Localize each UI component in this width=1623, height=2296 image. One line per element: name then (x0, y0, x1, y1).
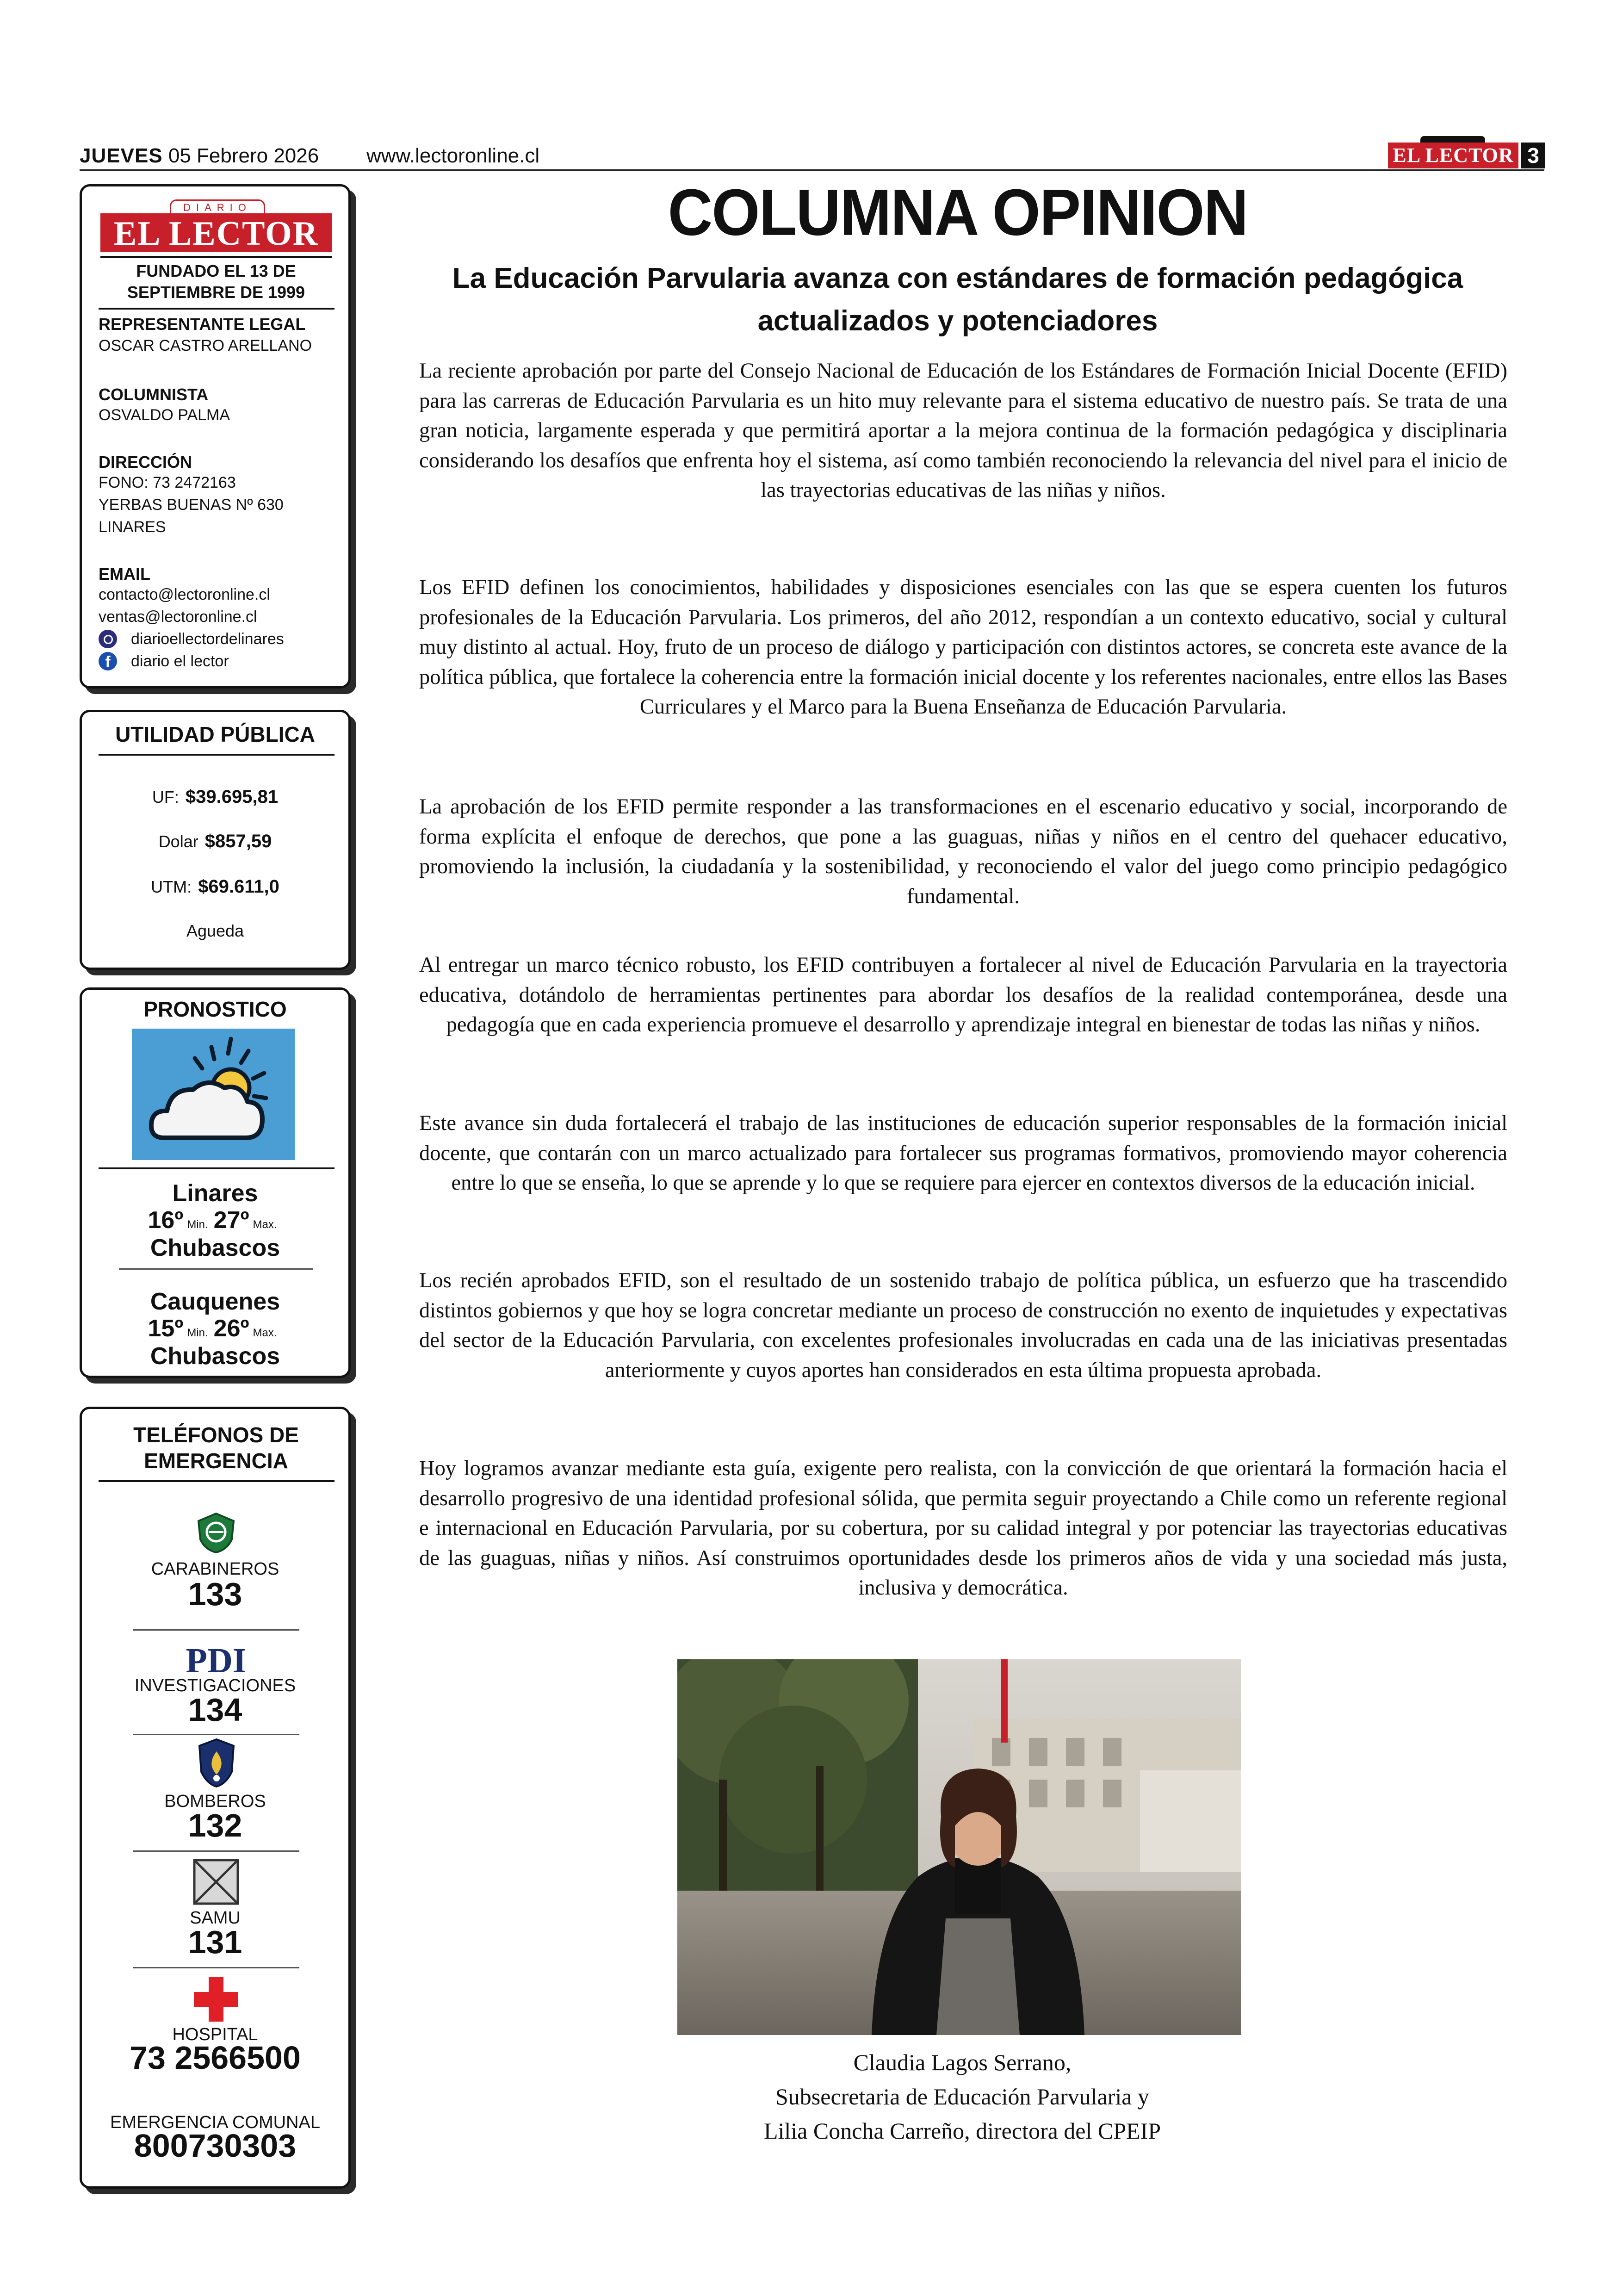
address-label: DIRECCIÓN (99, 453, 192, 472)
uf-row (82, 785, 348, 809)
photo-caption (555, 2045, 1369, 2148)
forecast-box (80, 987, 351, 1378)
bomberos-label: BOMBEROS (164, 1792, 266, 1811)
address-street: YERBAS BUENAS Nº 630 (99, 496, 284, 514)
header-date (80, 144, 319, 168)
forecast-city-divider (119, 1268, 313, 1270)
forecast-title: PRONOSTICO (143, 997, 287, 1021)
city-1-condition: Chubascos (150, 1235, 280, 1261)
header-logo (1388, 143, 1518, 168)
page-number: 3 (1521, 143, 1545, 168)
weather-image (132, 1029, 295, 1160)
brand-underline (100, 256, 332, 258)
bomberos-icon (197, 1738, 236, 1788)
city-1-name: Linares (172, 1180, 258, 1207)
facebook-icon: f (99, 652, 117, 670)
brand-diario-label: DIARIO (170, 199, 265, 215)
dolar-label: Dolar (158, 832, 198, 851)
email-contact[interactable]: contacto@lectoronline.cl (99, 586, 270, 603)
carabineros-label: CARABINEROS (151, 1559, 279, 1579)
uf-value: $39.695,81 (185, 787, 279, 807)
city-1-min: 16º (148, 1207, 184, 1234)
author-photo (677, 1659, 1241, 2035)
article-paragraph-7: Hoy logramos avanzar mediante esta guía, exigente pero realista, con la convicción de que orientará la formación hacia el desarrollo progresivo de una identidad profesional sólida, que permita seguir proyectando a Chile como un referente regional e internacional en Educación Parvularia, por su cobertura, por su calidad integral y por potenciar las trayectorias educativas de las guaguas, niñas y niños. Así construimos oportunidades desde los primeros años de vida y una sociedad más justa, inclusiva y democrática. (419, 1457, 1507, 1600)
founded-text: FUNDADO EL 13 DE SEPTIEMBRE DE 1999 (127, 261, 305, 302)
email-sales[interactable]: ventas@lectoronline.cl (99, 608, 257, 626)
emergency-sep-3 (133, 1850, 299, 1852)
legal-rep-label: REPRESENTANTE LEGAL (99, 315, 306, 334)
masthead-divider (99, 308, 335, 310)
utm-value: $69.611,0 (198, 876, 279, 897)
instagram-handle: diarioellectordelinares (131, 630, 284, 648)
header-date-text: 05 Febrero 2026 (168, 144, 319, 167)
columnist-label: COLUMNISTA (99, 385, 209, 404)
instagram-icon (99, 630, 117, 648)
pdi-number[interactable]: 134 (188, 1692, 242, 1728)
samu-number[interactable]: 131 (188, 1924, 242, 1960)
columnist-name: OSVALDO PALMA (99, 406, 230, 424)
carabineros-icon (195, 1512, 237, 1554)
comunal-label: EMERGENCIA COMUNAL (110, 2113, 320, 2132)
article-paragraph-4: Al entregar un marco técnico robusto, los EFID contribuyen a fortalecer al nivel de Educación Parvularia en la trayectoria educativa, dotándolo de herramientas pertinentes para abordar los desafíos de la realidad contemporánea, desde una pedagogía que en cada experiencia promueve el desarrollo y aprendizaje integral en bienestar de todas las niñas y niños. (419, 953, 1507, 1037)
hospital-label: HOSPITAL (172, 2025, 258, 2044)
caption-line-1: Claudia Lagos Serrano, (853, 2049, 1072, 2075)
caption-line-3: Lilia Concha Carreño, directora del CPEIP (763, 2118, 1161, 2144)
uf-label: UF: (152, 788, 179, 807)
emergency-sep-4 (133, 1967, 299, 1968)
samu-label: SAMU (190, 1908, 241, 1928)
emergency-divider (99, 1480, 335, 1482)
city-2-max: 26º (213, 1315, 249, 1342)
max-label-1: Max. (253, 1218, 277, 1231)
article-paragraph-5: Este avance sin duda fortalecerá el trabajo de las instituciones de educación superior responsables de la formación inicial docente, que contarán con un marco actualizado para fortalecer sus programas formativos, promoviendo mayor coherencia entre lo que se enseña, lo que se aprende y lo que se requiere para ejercer en contextos diversos de la educación inicial. (419, 1111, 1507, 1195)
city-2-min: 15º (148, 1315, 184, 1342)
comunal-number[interactable]: 800730303 (134, 2128, 297, 2164)
header-rule (80, 169, 1544, 171)
article-paragraph-1: La reciente aprobación por parte del Consejo Nacional de Educación de los Estándares de Formación Inicial Docente (EFID) para las carreras de Educación Parvularia es un hito muy relevante para el sistema educativo de nuestro país. Se trata de una gran noticia, largamente esperada y que permitirá aportar a la mejora continua de la formación pedagógica y disciplinaria considerando los desafíos que enfrenta hoy el sistema, así como también reconociendo la relevancia del nivel para el inicio de las trayectorias educativas de las niñas y niños. (419, 359, 1507, 503)
instagram-link[interactable] (99, 628, 284, 650)
article-paragraph-2: Los EFID definen los conocimientos, habilidades y disposiciones esenciales con las que se espera cuenten los futuros profesionales de la Educación Parvularia. Los primeros, del año 2012, respondían a un contexto educativo, social y cultural muy distinto al actual. Hoy, fruto de un proceso de diálogo y participación con distintos actores, se concreta este avance de la política pública, que fortalece la coherencia entre la formación inicial docente y los referentes nacionales, entre ellos las Bases Curriculares y el Marco para la Buena Enseñanza de Educación Parvularia. (419, 576, 1507, 719)
partly-cloudy-icon (132, 1029, 295, 1160)
city-2-condition: Chubascos (150, 1343, 280, 1370)
utm-row (82, 875, 348, 899)
header-url[interactable]: www.lectoronline.cl (366, 144, 540, 167)
dolar-row (82, 830, 348, 853)
saint-of-day: Agueda (186, 921, 244, 940)
brand-logo: EL LECTOR (100, 213, 332, 252)
caption-line-2: Subsecretaria de Educación Parvularia y (775, 2084, 1149, 2110)
legal-rep-name: OSCAR CASTRO ARELLANO (99, 337, 312, 354)
pdi-label: INVESTIGACIONES (134, 1676, 296, 1695)
carabineros-number[interactable]: 133 (188, 1576, 242, 1612)
section-title: COLUMNA OPINION (668, 176, 1248, 249)
max-label-2: Max. (253, 1327, 277, 1339)
utility-box (80, 710, 351, 970)
header-logo-text: EL LECTOR (1393, 144, 1514, 167)
dolar-value: $857,59 (204, 831, 272, 851)
forecast-divider (99, 1167, 335, 1169)
city-1-max: 27º (213, 1207, 249, 1234)
samu-icon (193, 1859, 239, 1905)
article-paragraph-3: La aprobación de los EFID permite responder a las transformaciones en el escenario educativo y social, incorporando de forma explícita el enfoque de derechos, que pone a las guaguas, niñas y niños en el centro del quehacer educativo, promoviendo la inclusión, la ciudadanía y la sostenibilidad, y reconociendo el valor del juego como principio pedagógico fundamental. (419, 795, 1507, 908)
utility-divider (99, 754, 335, 756)
utility-title: UTILIDAD PÚBLICA (115, 722, 315, 746)
hospital-number[interactable]: 73 2566500 (130, 2040, 301, 2076)
header-weekday: JUEVES (80, 144, 163, 167)
min-label-1: Min. (187, 1218, 208, 1231)
article-paragraph-6: Los recién aprobados EFID, son el resultado de un sostenido trabajo de política pública, un esfuerzo que ha trascendido distintos gobiernos y que hoy se logra concretar mediante un proceso de construcción no exento de inquietudes y expectativas del sector de la Educación Parvularia, con excelentes profesionales involucradas en cada una de las iniciativas presentadas anteriormente y cuyos aportes han considerados en esta última propuesta aprobada. (419, 1269, 1507, 1382)
min-label-2: Min. (187, 1327, 208, 1339)
address-city: LINARES (99, 518, 166, 536)
pdi-logo: PDI (186, 1641, 247, 1680)
address-phone: FONO: 73 2472163 (99, 474, 236, 491)
emergency-sep-2 (133, 1734, 299, 1735)
utm-label: UTM: (151, 877, 192, 896)
facebook-handle: diario el lector (131, 652, 229, 670)
facebook-link[interactable] (99, 650, 229, 672)
emergency-box (80, 1407, 351, 2189)
city-2-name: Cauquenes (150, 1288, 280, 1315)
emergency-title: TELÉFONOS DE EMERGENCIA (133, 1423, 299, 1473)
masthead-box (80, 184, 351, 689)
article-headline: La Educación Parvularia avanza con estándares de formación pedagógica actualizados y potenciadores (452, 262, 1463, 337)
bomberos-number[interactable]: 132 (188, 1807, 242, 1843)
email-label: EMAIL (99, 565, 150, 583)
emergency-sep-1 (133, 1629, 299, 1631)
hospital-cross-icon (192, 1975, 240, 2023)
